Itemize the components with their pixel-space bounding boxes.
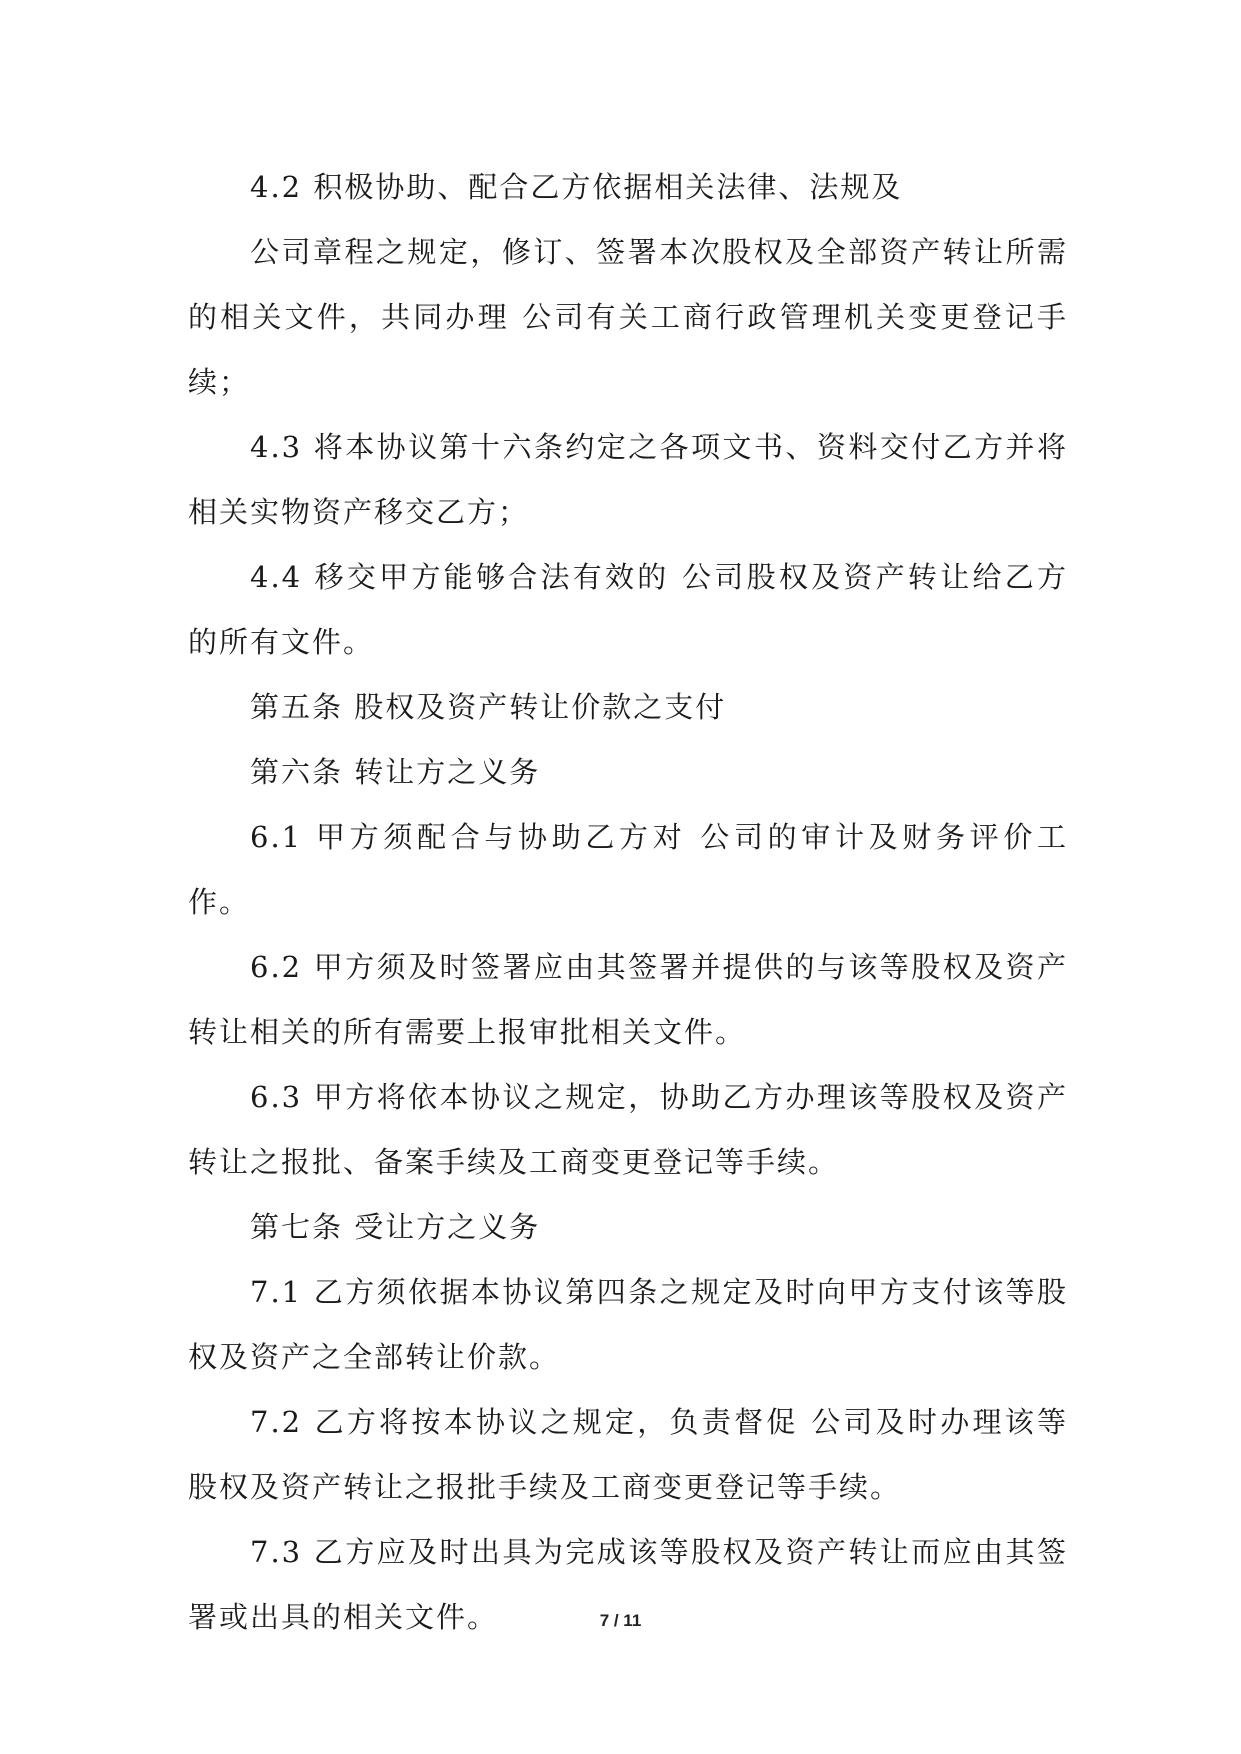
document-body	[188, 155, 1068, 1650]
clause-7-1: 7.1 乙方须依据本协议第四条之规定及时向甲方支付该等股权及资产之全部转让价款。	[188, 1275, 1068, 1374]
article-7-heading: 第七条 受让方之义务	[250, 1210, 541, 1244]
article-6-heading: 第六条 转让方之义务	[250, 755, 541, 789]
page-number: 7 / 11	[599, 1611, 642, 1630]
clause-6-1: 6.1 甲方须配合与协助乙方对 公司的审计及财务评价工作。	[188, 820, 1068, 919]
clause-6-3: 6.3 甲方将依本协议之规定，协助乙方办理该等股权及资产转让之报批、备案手续及工商变更登记等手续。	[188, 1080, 1068, 1179]
article-5-heading: 第五条 股权及资产转让价款之支付	[250, 690, 727, 724]
clause-4-4: 4.4 移交甲方能够合法有效的 公司股权及资产转让给乙方的所有文件。	[188, 560, 1068, 659]
clause-7-2: 7.2 乙方将按本协议之规定，负责督促 公司及时办理该等股权及资产转让之报批手续及工商变更登记等手续。	[188, 1405, 1068, 1504]
clause-4-3: 4.3 将本协议第十六条约定之各项文书、资料交付乙方并将相关实物资产移交乙方；	[188, 430, 1068, 529]
clause-6-2: 6.2 甲方须及时签署应由其签署并提供的与该等股权及资产转让相关的所有需要上报审批相关文件。	[188, 950, 1068, 1049]
clause-4-2: 4.2 积极协助、配合乙方依据相关法律、法规及	[250, 170, 903, 204]
clause-7-3: 7.3 乙方应及时出具为完成该等股权及资产转让而应由其签署或出具的相关文件。	[188, 1535, 1068, 1634]
clause-4-2-continued: 公司章程之规定，修订、签署本次股权及全部资产转让所需的相关文件，共同办理 公司有关工商行政管理机关变更登记手续；	[188, 235, 1068, 399]
